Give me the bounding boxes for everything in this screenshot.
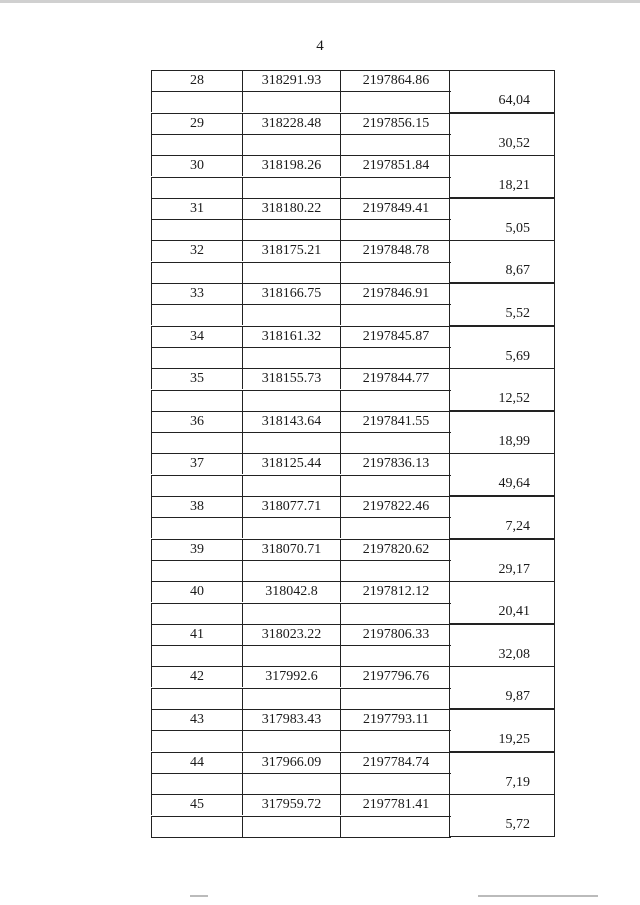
y-coordinate-cell: 2197812.12 bbox=[340, 581, 451, 602]
x-coordinate-cell: 318155.73 bbox=[242, 368, 340, 389]
empty-cell bbox=[242, 645, 340, 666]
distance-cell bbox=[449, 113, 555, 156]
distance-value: 20,41 bbox=[498, 604, 530, 620]
empty-cell bbox=[151, 730, 242, 751]
y-coordinate-cell: 2197820.62 bbox=[340, 539, 451, 560]
point-number-cell: 38 bbox=[151, 496, 242, 517]
page-number: 4 bbox=[316, 38, 324, 54]
empty-cell bbox=[340, 773, 451, 794]
distance-cell bbox=[449, 752, 555, 795]
scan-artifact bbox=[190, 895, 208, 897]
point-number-cell: 45 bbox=[151, 794, 242, 815]
distance-value: 8,67 bbox=[505, 263, 530, 279]
empty-cell bbox=[242, 390, 340, 411]
y-coordinate-cell: 2197836.13 bbox=[340, 453, 451, 474]
distance-cell bbox=[449, 155, 555, 198]
distance-value: 32,08 bbox=[498, 646, 530, 662]
distance-cell bbox=[449, 709, 555, 752]
empty-cell bbox=[340, 645, 451, 666]
y-coordinate-cell: 2197856.15 bbox=[340, 113, 451, 134]
empty-cell bbox=[151, 517, 242, 538]
scan-artifact bbox=[478, 895, 598, 897]
x-coordinate-cell: 318042.8 bbox=[242, 581, 340, 602]
x-coordinate-cell: 318198.26 bbox=[242, 155, 340, 176]
empty-cell bbox=[340, 475, 451, 496]
empty-cell bbox=[242, 730, 340, 751]
point-number-cell: 34 bbox=[151, 326, 242, 347]
empty-cell bbox=[340, 177, 451, 198]
empty-cell bbox=[151, 390, 242, 411]
empty-cell bbox=[340, 390, 451, 411]
empty-cell bbox=[242, 262, 340, 283]
point-number-cell: 37 bbox=[151, 453, 242, 474]
y-coordinate-cell: 2197793.11 bbox=[340, 709, 451, 730]
empty-cell bbox=[151, 134, 242, 155]
distance-cell bbox=[449, 240, 555, 283]
distance-value: 5,72 bbox=[505, 817, 530, 833]
empty-cell bbox=[151, 177, 242, 198]
point-number-cell: 44 bbox=[151, 752, 242, 773]
distance-cell bbox=[449, 70, 555, 113]
distance-cell bbox=[449, 198, 555, 241]
x-coordinate-cell: 317966.09 bbox=[242, 752, 340, 773]
empty-cell bbox=[151, 560, 242, 581]
y-coordinate-cell: 2197849.41 bbox=[340, 198, 451, 219]
empty-cell bbox=[242, 517, 340, 538]
x-coordinate-cell: 318228.48 bbox=[242, 113, 340, 134]
y-coordinate-cell: 2197845.87 bbox=[340, 326, 451, 347]
empty-cell bbox=[242, 688, 340, 709]
empty-cell bbox=[340, 219, 451, 240]
empty-cell bbox=[340, 134, 451, 155]
distance-value: 12,52 bbox=[498, 391, 530, 407]
x-coordinate-cell: 318180.22 bbox=[242, 198, 340, 219]
table-bottom-border bbox=[151, 837, 451, 838]
distance-cell bbox=[449, 453, 555, 496]
distance-value: 49,64 bbox=[498, 476, 530, 492]
empty-cell bbox=[151, 347, 242, 368]
x-coordinate-cell: 317983.43 bbox=[242, 709, 340, 730]
empty-cell bbox=[242, 773, 340, 794]
y-coordinate-cell: 2197844.77 bbox=[340, 368, 451, 389]
distance-cell bbox=[449, 411, 555, 454]
empty-cell bbox=[340, 304, 451, 325]
empty-cell bbox=[151, 773, 242, 794]
empty-cell bbox=[151, 645, 242, 666]
point-number-cell: 41 bbox=[151, 624, 242, 645]
empty-cell bbox=[340, 262, 451, 283]
distance-cell bbox=[449, 496, 555, 539]
distance-cell bbox=[449, 666, 555, 709]
point-number-cell: 30 bbox=[151, 155, 242, 176]
distance-cell bbox=[449, 368, 555, 411]
distance-cell bbox=[449, 539, 555, 582]
empty-cell bbox=[340, 816, 451, 837]
point-number-cell: 33 bbox=[151, 283, 242, 304]
empty-cell bbox=[340, 432, 451, 453]
distance-value: 19,25 bbox=[498, 732, 530, 747]
x-coordinate-cell: 318070.71 bbox=[242, 539, 340, 560]
distance-value: 7,19 bbox=[505, 774, 530, 790]
distance-value: 5,52 bbox=[505, 306, 530, 321]
distance-value: 29,17 bbox=[498, 561, 530, 577]
empty-cell bbox=[340, 517, 451, 538]
point-number-cell: 31 bbox=[151, 198, 242, 219]
x-coordinate-cell: 317959.72 bbox=[242, 794, 340, 815]
empty-cell bbox=[242, 816, 340, 837]
empty-cell bbox=[242, 304, 340, 325]
point-number-cell: 32 bbox=[151, 240, 242, 261]
distance-value: 9,87 bbox=[505, 689, 530, 705]
point-number-cell: 42 bbox=[151, 666, 242, 687]
empty-cell bbox=[340, 347, 451, 368]
empty-cell bbox=[151, 475, 242, 496]
empty-cell bbox=[242, 603, 340, 624]
point-number-cell: 29 bbox=[151, 113, 242, 134]
y-coordinate-cell: 2197841.55 bbox=[340, 411, 451, 432]
y-coordinate-cell: 2197846.91 bbox=[340, 283, 451, 304]
y-coordinate-cell: 2197796.76 bbox=[340, 666, 451, 687]
distance-cell bbox=[449, 581, 555, 624]
distance-value: 64,04 bbox=[498, 93, 530, 108]
point-number-cell: 28 bbox=[151, 70, 242, 91]
empty-cell bbox=[242, 475, 340, 496]
distance-value: 5,69 bbox=[505, 348, 530, 364]
distance-cell bbox=[449, 326, 555, 369]
distance-cell bbox=[449, 794, 555, 837]
empty-cell bbox=[242, 560, 340, 581]
empty-cell bbox=[340, 603, 451, 624]
x-coordinate-cell: 318161.32 bbox=[242, 326, 340, 347]
x-coordinate-cell: 318077.71 bbox=[242, 496, 340, 517]
x-coordinate-cell: 318023.22 bbox=[242, 624, 340, 645]
distance-value: 7,24 bbox=[505, 519, 530, 534]
empty-cell bbox=[242, 134, 340, 155]
y-coordinate-cell: 2197864.86 bbox=[340, 70, 451, 91]
empty-cell bbox=[151, 262, 242, 283]
empty-cell bbox=[242, 347, 340, 368]
y-coordinate-cell: 2197806.33 bbox=[340, 624, 451, 645]
x-coordinate-cell: 318166.75 bbox=[242, 283, 340, 304]
empty-cell bbox=[340, 688, 451, 709]
empty-cell bbox=[242, 219, 340, 240]
x-coordinate-cell: 318175.21 bbox=[242, 240, 340, 261]
distance-cell bbox=[449, 283, 555, 326]
y-coordinate-cell: 2197851.84 bbox=[340, 155, 451, 176]
distance-cell bbox=[449, 624, 555, 667]
y-coordinate-cell: 2197784.74 bbox=[340, 752, 451, 773]
empty-cell bbox=[242, 91, 340, 112]
point-number-cell: 43 bbox=[151, 709, 242, 730]
empty-cell bbox=[340, 91, 451, 112]
empty-cell bbox=[151, 304, 242, 325]
empty-cell bbox=[151, 91, 242, 112]
x-coordinate-cell: 318291.93 bbox=[242, 70, 340, 91]
distance-value: 18,21 bbox=[498, 178, 530, 194]
empty-cell bbox=[151, 816, 242, 837]
x-coordinate-cell: 317992.6 bbox=[242, 666, 340, 687]
y-coordinate-cell: 2197781.41 bbox=[340, 794, 451, 815]
empty-cell bbox=[151, 688, 242, 709]
distance-value: 30,52 bbox=[498, 135, 530, 151]
x-coordinate-cell: 318125.44 bbox=[242, 453, 340, 474]
empty-cell bbox=[151, 603, 242, 624]
x-coordinate-cell: 318143.64 bbox=[242, 411, 340, 432]
empty-cell bbox=[242, 177, 340, 198]
empty-cell bbox=[151, 219, 242, 240]
distance-value: 18,99 bbox=[498, 433, 530, 449]
point-number-cell: 35 bbox=[151, 368, 242, 389]
point-number-cell: 40 bbox=[151, 581, 242, 602]
scan-edge-line bbox=[0, 0, 640, 3]
distance-value: 5,05 bbox=[505, 220, 530, 236]
point-number-cell: 39 bbox=[151, 539, 242, 560]
empty-cell bbox=[340, 560, 451, 581]
empty-cell bbox=[242, 432, 340, 453]
empty-cell bbox=[340, 730, 451, 751]
empty-cell bbox=[151, 432, 242, 453]
y-coordinate-cell: 2197822.46 bbox=[340, 496, 451, 517]
point-number-cell: 36 bbox=[151, 411, 242, 432]
y-coordinate-cell: 2197848.78 bbox=[340, 240, 451, 261]
